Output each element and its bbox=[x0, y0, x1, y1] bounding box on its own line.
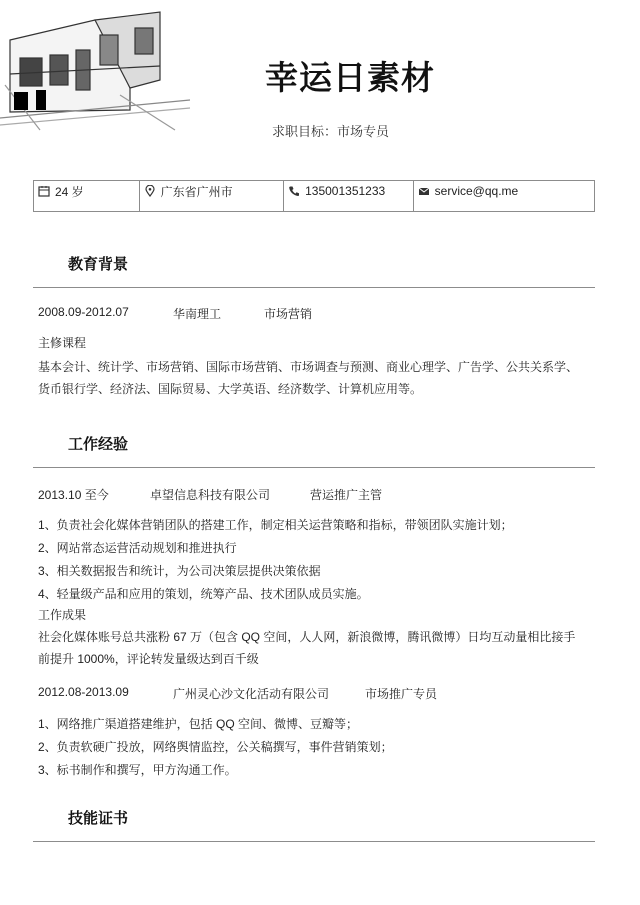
skills-section-title: 技能证书 bbox=[68, 810, 129, 827]
education-section-title: 教育背景 bbox=[68, 256, 129, 273]
info-location bbox=[140, 181, 284, 211]
job-duty: 3、相关数据报告和统计，为公司决策层提供决策依据 bbox=[38, 564, 321, 578]
email-value: service@qq.me bbox=[434, 184, 519, 198]
phone-icon bbox=[288, 185, 300, 197]
job-duty: 1、网络推广渠道搭建维护，包括 QQ 空间、微博、豆瓣等； bbox=[38, 717, 359, 731]
mail-icon bbox=[418, 185, 430, 197]
calendar-icon bbox=[38, 185, 50, 197]
location-pin-icon bbox=[144, 185, 156, 197]
job-duty: 2、网站常态运营活动规划和推进执行 bbox=[38, 541, 237, 555]
experience-section-title: 工作经验 bbox=[68, 436, 129, 453]
info-age bbox=[34, 181, 140, 211]
personal-info-bar bbox=[33, 180, 595, 212]
education-school: 华南理工 bbox=[173, 307, 222, 321]
phone-value: 135001351233 bbox=[305, 184, 386, 198]
education-period: 2008.09-2012.07 bbox=[38, 305, 129, 319]
experience-divider bbox=[33, 467, 595, 468]
job-company: 卓望信息科技有限公司 bbox=[150, 488, 271, 502]
courses-label: 主修课程 bbox=[38, 336, 87, 350]
education-divider bbox=[33, 287, 595, 288]
job-result: 社会化媒体账号总共涨粉 67 万（包含 QQ 空间，人人网，新浪微博，腾讯微博）日均互动量相比接手前提升 1000%，评论转发量级达到百千级 bbox=[38, 630, 576, 666]
location-value: 广东省广州市 bbox=[160, 184, 233, 199]
job-duty: 2、负责软硬广投放，网络舆情监控，公关稿撰写，事件营销策划； bbox=[38, 740, 393, 754]
job-duty: 4、轻量级产品和应用的策划，统筹产品、技术团队成员实施。 bbox=[38, 587, 369, 601]
job-position: 营运推广主管 bbox=[310, 488, 383, 502]
info-phone bbox=[284, 181, 414, 211]
courses-list: 基本会计、统计学、市场营销、国际市场营销、市场调查与预测、商业心理学、广告学、公共关系学、货币银行学、经济法、国际贸易、大学英语、经济数学、计算机应用等。 bbox=[38, 360, 579, 396]
job-period: 2013.10 至今 bbox=[38, 488, 109, 502]
age-value: 24 岁 bbox=[55, 184, 84, 199]
info-email bbox=[414, 181, 594, 211]
candidate-name: 幸运日素材 bbox=[265, 59, 435, 96]
job-objective: 求职目标：市场专员 bbox=[272, 124, 390, 139]
job-position: 市场推广专员 bbox=[365, 687, 438, 701]
skills-divider bbox=[33, 841, 595, 842]
education-major: 市场营销 bbox=[264, 307, 313, 321]
job-duty: 3、标书制作和撰写，甲方沟通工作。 bbox=[38, 763, 237, 777]
building-sketch-image bbox=[0, 0, 192, 132]
job-duty: 1、负责社会化媒体营销团队的搭建工作，制定相关运营策略和指标，带领团队实施计划； bbox=[38, 518, 513, 532]
job-period: 2012.08-2013.09 bbox=[38, 685, 129, 699]
job-company: 广州灵心沙文化活动有限公司 bbox=[173, 687, 330, 701]
job-result-label: 工作成果 bbox=[38, 608, 87, 622]
